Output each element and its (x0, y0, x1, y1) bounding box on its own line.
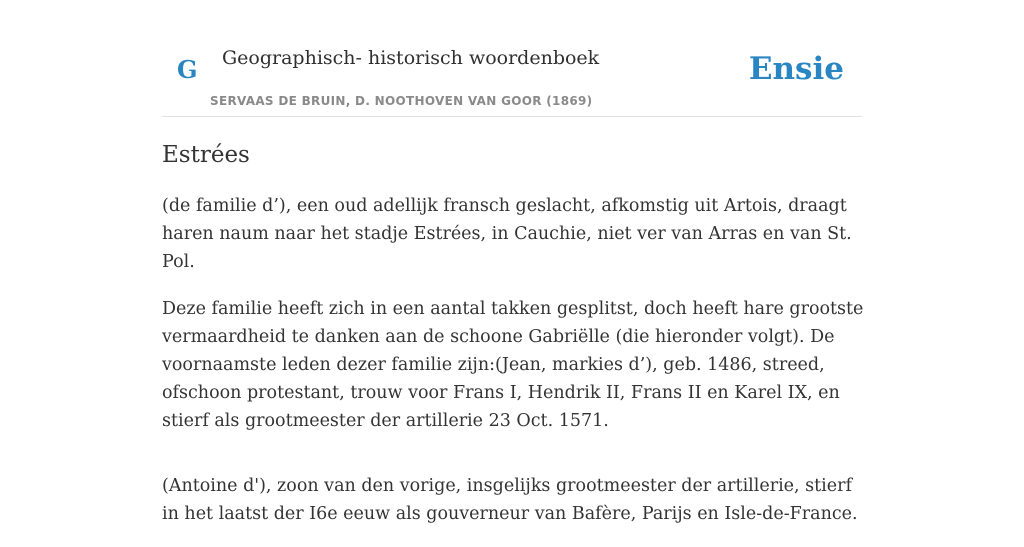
ensie-logo-link[interactable]: Ensie (748, 51, 844, 87)
entry-paragraph: (de familie d’), een oud adellijk fransch geslacht, afkomstig uit Artois, draagt haren naum naar het stadje Estrées, in Cauchie, niet ver van Arras en van St. Pol. (162, 196, 852, 272)
book-logo-icon[interactable]: G (177, 55, 198, 84)
book-title[interactable]: Geographisch- historisch woordenboek (222, 47, 600, 69)
entry-body (162, 192, 865, 547)
entry-paragraph: Deze familie heeft zich in een aantal takken gesplitst, doch heeft hare grootste vermaardheid te danken aan de schoone Gabriëlle (die hieronder volgt). De voornaamste leden dezer familie zijn:(Jean, markies d’), geb. 1486, streed, ofschoon protestant, trouw voor Frans I, Hendrik II, Frans II en Karel IX, en stierf als grootmeester der artillerie 23 Oct. 1571. (162, 299, 864, 431)
book-author-line: SERVAAS DE BRUIN, D. NOOTHOVEN VAN GOOR (1869) (210, 94, 593, 108)
entry-paragraph: (Antoine d'), zoon van den vorige, insgelijks grootmeester der artillerie, stierf in het laatst der I6e eeuw als gouverneur van Bafère, Parijs en Isle-de-France. (162, 476, 858, 524)
page-header (162, 0, 862, 117)
entry-title: Estrées (162, 142, 250, 168)
